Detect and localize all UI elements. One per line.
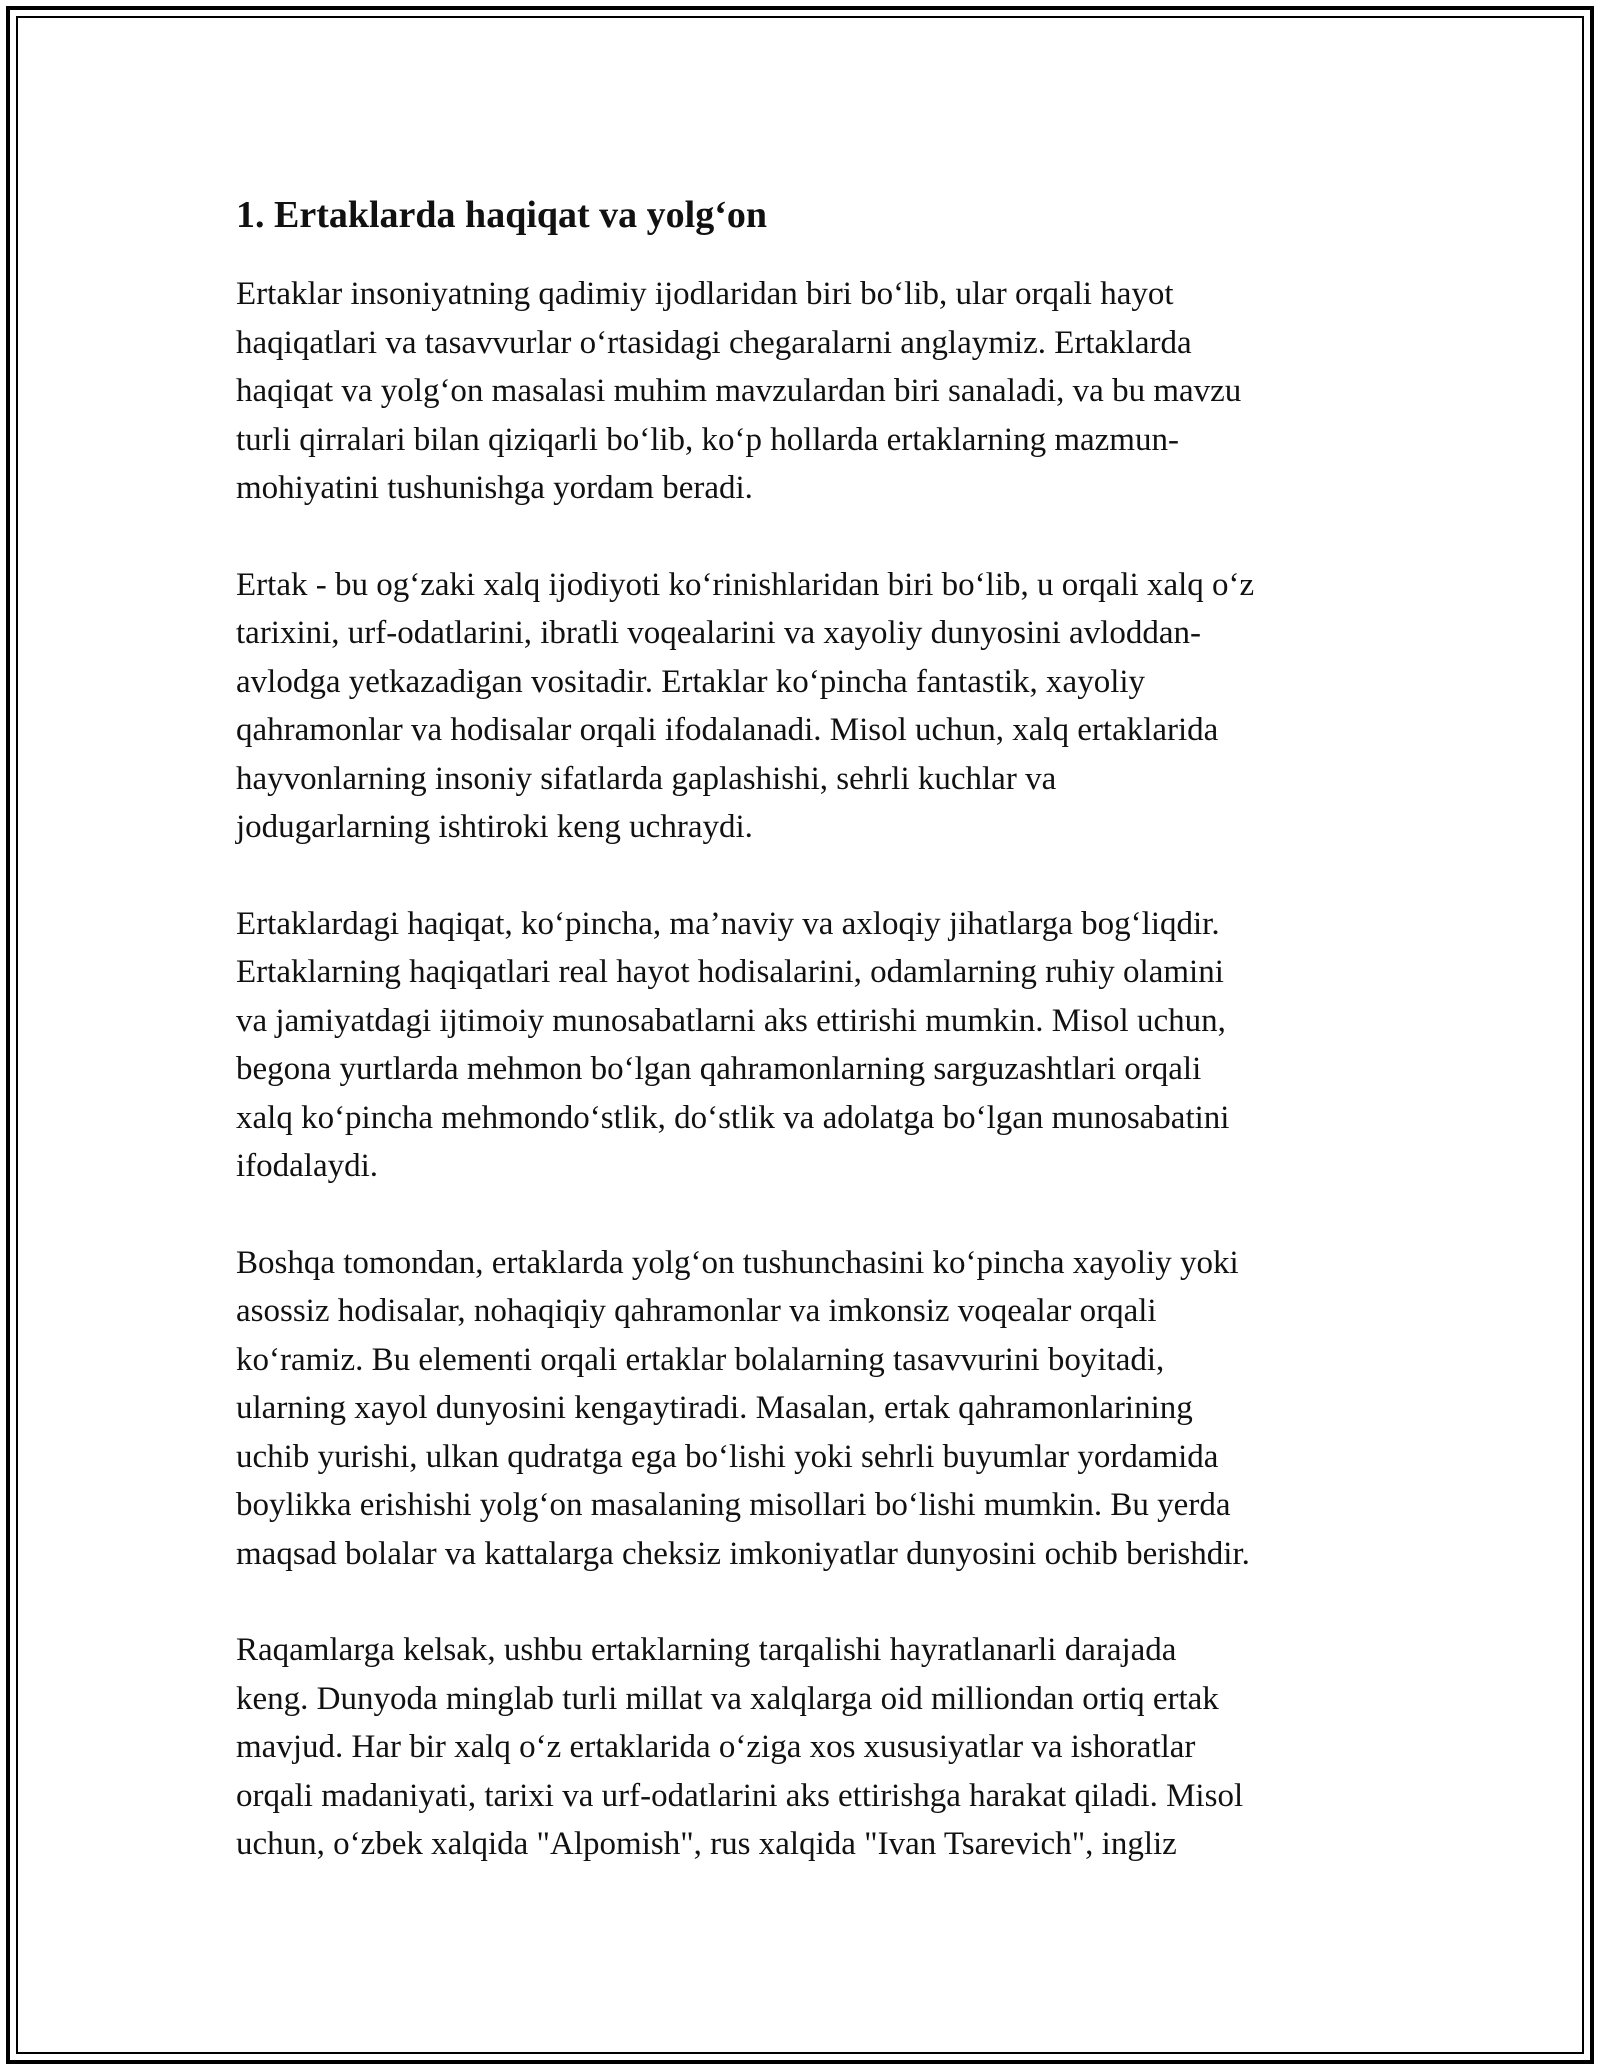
document-body bbox=[236, 188, 1376, 1917]
paragraph-3: Ertaklardagi haqiqat, ko‘pincha, ma’naviy va axloqiy jihatlarga bog‘liqdir. Ertaklarning haqiqatlari real hayot hodisalarini, odamlarning ruhiy olamini va jamiyatdagi ijtimoiy munosabatlarni aks ettirishi mumkin. Misol uchun, begona yurtlarda mehmon bo‘lgan qahramonlarning sarguzashtlari orqali xalq ko‘pincha mehmondo‘stlik, do‘stlik va adolatga bo‘lgan munosabatini ifodalaydi. bbox=[236, 905, 1230, 1184]
paragraph-4: Boshqa tomondan, ertaklarda yolg‘on tushunchasini ko‘pincha xayoliy yoki asossiz hodisalar, nohaqiqiy qahramonlar va imkonsiz voqealar orqali ko‘ramiz. Bu elementi orqali ertaklar bolalarning tasavvurini boyitadi, ularning xayol dunyosini kengaytiradi. Masalan, ertak qahramonlarining uchib yurishi, ulkan qudratga ega bo‘lishi yoki sehrli buyumlar yordamida boylikka erishishi yolg‘on masalaning misollari bo‘lishi mumkin. Bu yerda maqsad bolalar va kattalarga cheksiz imkoniyatlar dunyosini ochib berishdir. bbox=[236, 1244, 1250, 1572]
paragraph-5: Raqamlarga kelsak, ushbu ertaklarning tarqalishi hayratlanarli darajada keng. Dunyoda minglab turli millat va xalqlarga oid milliondan ortiq ertak mavjud. Har bir xalq o‘z ertaklarida o‘ziga xos xususiyatlar va ishoratlar orqali madaniyati, tarixi va urf-odatlarini aks ettirishga harakat qiladi. Misol uchun, o‘zbek xalqida "Alpomish", rus xalqida "Ivan Tsarevich", ingliz bbox=[236, 1632, 1244, 1862]
paragraph-2: Ertak - bu og‘zaki xalq ijodiyoti ko‘rinishlaridan biri bo‘lib, u orqali xalq o‘z tarixini, urf-odatlarini, ibratli voqealarini va xayoliy dunyosini avloddan- avlodga yetkazadigan vositadir. Ertaklar ko‘pincha fantastik, xayoliy qahramonlar va hodisalar orqali ifodalanadi. Misol uchun, xalq ertaklarida hayvonlarning insoniy sifatlarda gaplashishi, sehrli kuchlar va jodugarlarning ishtiroki keng uchraydi. bbox=[236, 566, 1255, 845]
paragraph-1: Ertaklar insoniyatning qadimiy ijodlaridan biri bo‘lib, ular orqali hayot haqiqatlari va tasavvurlar o‘rtasidagi chegaralarni anglaymiz. Ertaklarda haqiqat va yolg‘on masalasi muhim mavzulardan biri sanaladi, va bu mavzu turli qirralari bilan qiziqarli bo‘lib, ko‘p hollarda ertaklarning mazmun- mohiyatini tushunishga yordam beradi. bbox=[236, 276, 1242, 506]
section-heading: 1. Ertaklarda haqiqat va yolg‘on bbox=[236, 194, 768, 236]
